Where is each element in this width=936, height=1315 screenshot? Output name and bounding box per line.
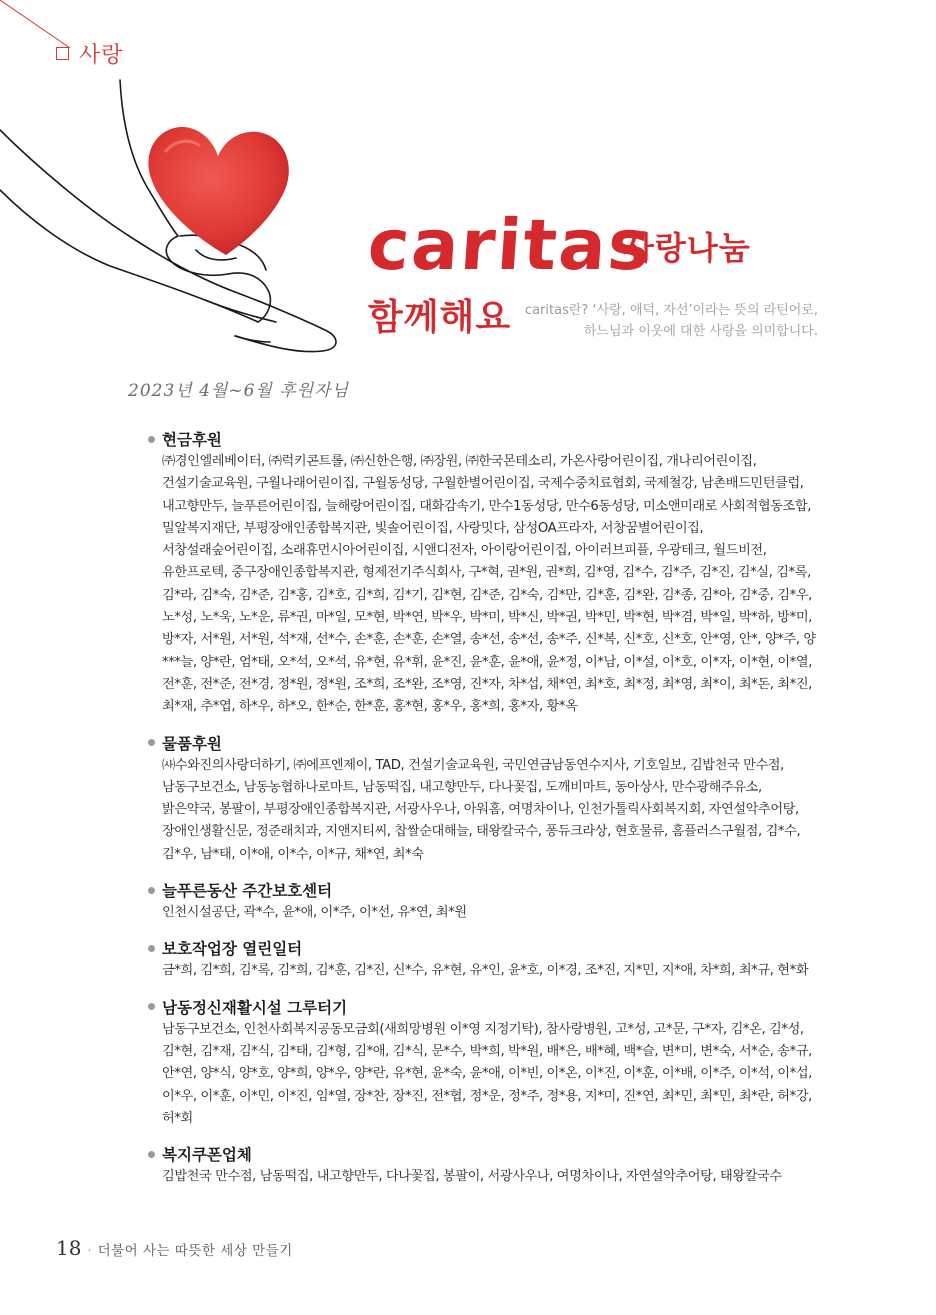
section-title: 늘푸른동산 주간보호센터 [162, 882, 333, 901]
section-title: 복지쿠폰업체 [162, 1146, 252, 1165]
section-title: 남동정신재활시설 그루터기 [162, 998, 348, 1017]
section-goods-donation [148, 731, 816, 866]
publication-slogan: 더불어 사는 따뜻한 세상 만들기 [97, 1243, 293, 1259]
section-body: ㈔수와진의사랑더하기, ㈜에프엔제이, TAD, 건설기술교육원, 국민연금남동연수지사, 기호일보, 김밥천국 만수점, 남동구보건소, 남동농협하나로마트, 남동떡집, 내고향만두, 다나꽃집, 도깨비마트, 동아상사, 만수광해주유소, 밝은약국, 봉팔이, 부평장애인종합복지관, 서광사우나, 아워홈, 여명차이나, 인천가톨릭사회복지회, 자연설악추어탕, 장애인생활신문, 정준래치과, 지앤지티씨, 찹쌀순대해늘, 태왕칼국수, 퐁듀크라상, 현호물류, 홈플러스구월점, 김*수, 김*우, 남*태, 이*애, 이*수, 이*규, 채*연, 최*숙 [162, 757, 801, 862]
caritas-title: caritas [365, 204, 655, 286]
bullet-dot-icon [148, 436, 155, 443]
bullet-dot-icon [148, 739, 155, 746]
page-footer [56, 1236, 293, 1260]
section-mental-rehab-facility [148, 995, 816, 1130]
section-body: 남동구보건소, 인천사회복지공동모금회(새희망병원 이*영 지정기탁), 참사랑병원, 고*성, 고*문, 구*자, 김*온, 김*성, 김*현, 김*재, 김*식, 김*태, 김*형, 김*애, 김*식, 문*수, 박*희, 박*원, 배*은, 배*혜, 백*슬, 변*미, 변*숙, 서*순, 송*규, 안*연, 양*식, 양*호, 양*희, 양*우, 양*란, 유*현, 윤*숙, 윤*애, 이*빈, 이*온, 이*진, 이*훈, 이*배, 이*주, 이*석, 이*섭, 이*우, 이*훈, 이*민, 이*진, 임*열, 장*찬, 장*진, 전*협, 정*운, 정*주, 정*용, 지*미, 진*연, 최*민, 최*민, 최*란, 허*강, 허*회 [162, 1021, 812, 1126]
section-body: ㈜경인엘레베이터, ㈜럭키콘트롤, ㈜신한은행, ㈜장원, ㈜한국몬테소리, 가온사랑어린이집, 개나리어린이집, 건설기술교육원, 구월나래어린이집, 구월동성당, 구월한별어린이집, 국제수중치료협회, 국제철강, 남촌배드민턴클럽, 내고향만두, 늘푸른어린이집, 늘해랑어린이집, 대화감속기, 만수1동성당, 만수6동성당, 미소앤미래로 사회적협동조합, 밀알복지재단, 부평장애인종합복지관, 빛솔어린이집, 사랑밋다, 삼성OA프라자, 서창꿈별어린이집, 서창설래숲어린이집, 소래휴먼시아어린이집, 시앤디전자, 아이랑어린이집, 아이러브피플, 우광테크, 월드비전, 유한프로텍, 중구장애인종합복지관, 형제전기주식회사, 구*혁, 권*원, 권*희, 김*영, 김*수, 김*주, 김*진, 김*실, 김*록, 김*라, 김*숙, 김*준, 김*홍, 김*호, 김*희, 김*기, 김*현, 김*준, 김*숙, 김*만, 김*훈, 김*완, 김*종, 김*아, 김*중, 김*우, 노*성, 노*욱, 노*운, 류*권, 마*일, 모*현, 박*연, 박*우, 박*미, 박*신, 박*권, 박*민, 박*현, 박*겸, 박*일, 박*하, 방*미, 방*자, 서*원, 서*원, 석*재, 선*수, 손*훈, 손*훈, 손*열, 송*선, 송*선, 송*주, 신*복, 신*호, 신*호, 안*영, 안*, 양*주, 양***늘, 양*란, 엄*태, 오*석, 오*석, 유*현, 유*휘, 윤*진, 윤*훈, 윤*애, 윤*정, 이*남, 이*설, 이*호, 이*자, 이*현, 이*열, 전*훈, 전*준, 전*경, 정*원, 정*원, 조*희, 조*완, 조*영, 진*자, 차*섭, 채*연, 최*호, 최*정, 최*영, 최*이, 최*돈, 최*진, 최*재, 추*엽, 하*우, 하*오, 한*순, 한*훈, 홍*현, 홍*우, 홍*희, 홍*자, 황*옥 [162, 454, 816, 715]
section-body: 인천시설공단, 곽*수, 윤*애, 이*주, 이*선, 유*연, 최*원 [162, 905, 467, 921]
section-welfare-coupon [148, 1142, 816, 1188]
donor-list [148, 427, 816, 1200]
section-sheltered-workshop [148, 936, 816, 982]
page-number: 18 [56, 1236, 82, 1260]
section-title: 보호작업장 열린일터 [162, 940, 303, 959]
section-tag-label: 사랑 [79, 43, 124, 68]
caritas-description-line1: caritas란? ‘사랑, 애덕, 자선’이라는 뜻의 라틴어로, [524, 303, 818, 318]
footer-separator: · [87, 1244, 92, 1259]
hand-heart-illustration [0, 60, 360, 360]
section-body: 김밥천국 만수점, 남동떡집, 내고향만두, 다나꽃집, 봉팔이, 서광사우나, 여명차이나, 자연설악추어탕, 태왕칼국수 [162, 1169, 782, 1185]
caritas-description-line2: 하느님과 이웃에 대한 사랑을 의미합니다. [583, 324, 818, 339]
bullet-dot-icon [148, 945, 155, 952]
bullet-dot-icon [148, 1003, 155, 1010]
section-title: 물품후원 [162, 734, 222, 753]
title-sub-together: 함께해요 [368, 297, 512, 338]
section-body: 금*희, 김*희, 김*록, 김*희, 김*훈, 김*진, 신*수, 유*현, 유*인, 윤*호, 이*경, 조*진, 지*민, 지*애, 차*희, 최*규, 현*화 [162, 963, 809, 979]
bullet-dot-icon [148, 1151, 155, 1158]
donor-period-heading: 2023년 4월~6월 후원자님 [128, 381, 349, 401]
section-title: 현금후원 [162, 431, 222, 449]
bullet-dot-icon [148, 887, 155, 894]
section-cash-donation [148, 427, 816, 719]
caritas-description [525, 300, 818, 342]
title-sub-love-sharing: 사랑나눔 [623, 229, 751, 267]
hand-illustration [0, 80, 336, 352]
section-square-icon [56, 47, 69, 60]
section-day-care-center [148, 878, 816, 924]
